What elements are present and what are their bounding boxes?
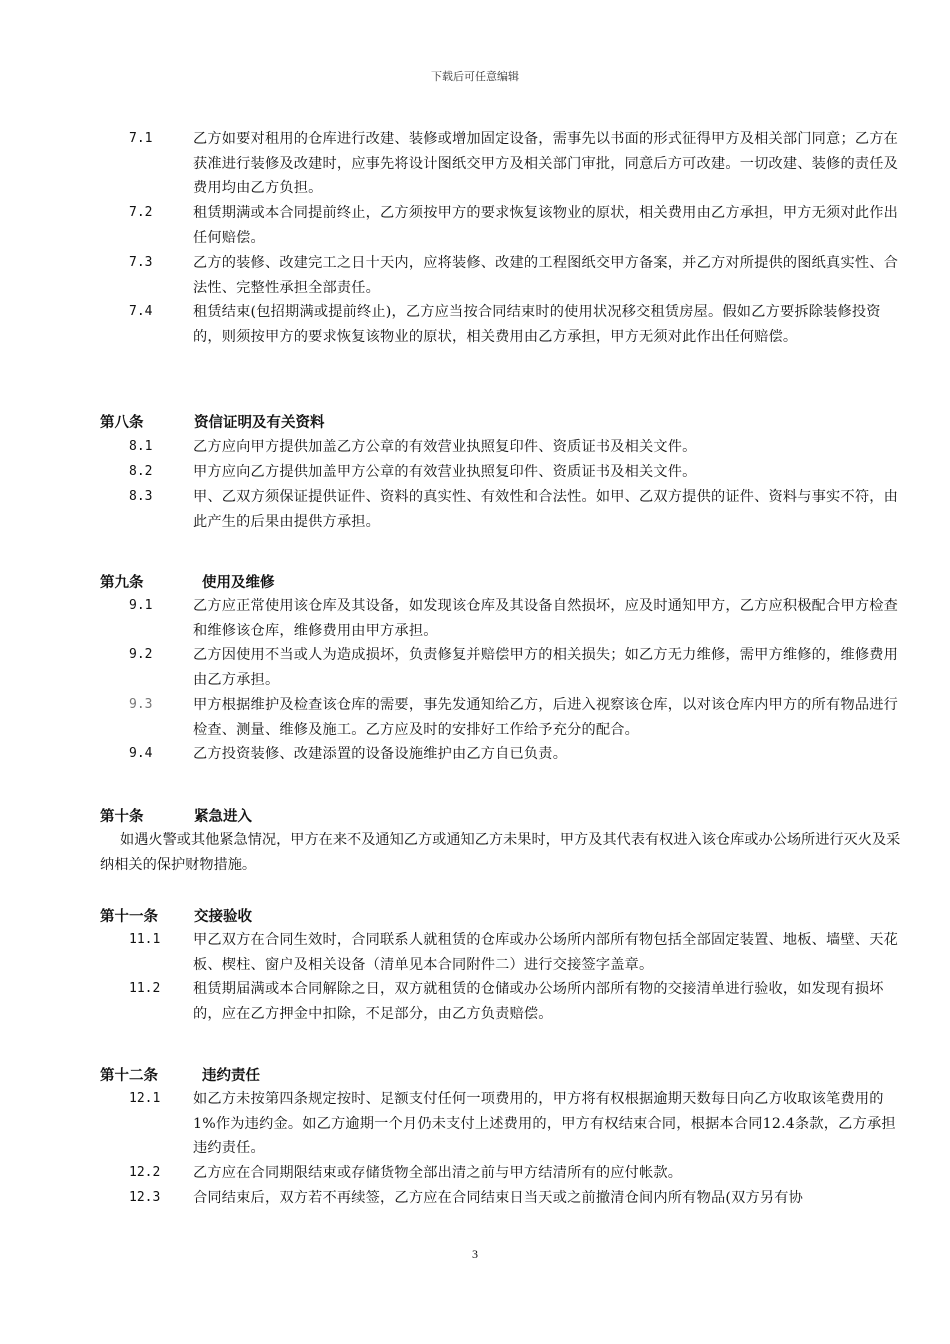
clause-9-4 <box>100 742 900 767</box>
clause-9-1 <box>100 594 900 643</box>
clause-number: 8.2 <box>129 464 153 479</box>
clause-number: 12.1 <box>129 1091 161 1106</box>
section-number: 第九条 <box>100 575 144 591</box>
section-12-heading <box>100 1064 260 1085</box>
clause-8-2 <box>100 460 900 485</box>
clause-number: 7.4 <box>129 304 153 319</box>
clause-12-2 <box>100 1161 900 1186</box>
clause-number: 11.1 <box>129 932 161 947</box>
clause-number: 9.1 <box>129 598 153 613</box>
section-11-heading <box>100 905 252 926</box>
clause-11-2 <box>100 977 900 1026</box>
clause-number: 8.1 <box>129 439 153 454</box>
clause-7-1 <box>100 127 900 201</box>
clause-number: 7.3 <box>129 255 153 270</box>
clause-12-3 <box>100 1186 900 1211</box>
clause-number: 11.2 <box>129 981 161 996</box>
clause-text: 租赁期届满或本合同解除之日，双方就租赁的仓储或办公场所内部所有物的交接清单进行验收，如发现有损坏的，应在乙方押金中扣除，不足部分，由乙方负责赔偿。 <box>193 981 884 1022</box>
clause-text: 乙方应正常使用该仓库及其设备，如发现该仓库及其设备自然损坏，应及时通知甲方，乙方应积极配合甲方检查和维修该仓库，维修费用由甲方承担。 <box>193 598 898 639</box>
clause-number: 9.2 <box>129 647 153 662</box>
clause-text: 乙方因使用不当或人为造成损坏，负责修复并赔偿甲方的相关损失；如乙方无力维修，需甲方维修的，维修费用由乙方承担。 <box>193 647 898 688</box>
clause-7-4 <box>100 300 900 349</box>
clause-text: 如乙方未按第四条规定按时、足额支付任何一项费用的，甲方将有权根据逾期天数每日向乙方收取该笔费用的1%作为违约金。如乙方逾期一个月仍未支付上述费用的，甲方有权结束合同，根据本合同12.4条款，乙方承担违约责任。 <box>193 1091 896 1156</box>
clause-12-1 <box>100 1087 900 1161</box>
clause-text: 乙方应向甲方提供加盖乙方公章的有效营业执照复印件、资质证书及相关文件。 <box>193 439 697 455</box>
clause-11-1 <box>100 928 900 977</box>
section-title: 使用及维修 <box>202 575 275 591</box>
clause-number: 7.2 <box>129 205 153 220</box>
section-title: 紧急进入 <box>194 809 252 825</box>
clause-number: 8.3 <box>129 489 153 504</box>
clause-number: 12.3 <box>129 1190 161 1205</box>
section-title: 资信证明及有关资料 <box>194 415 325 431</box>
section-9-heading <box>100 571 275 592</box>
clause-text: 甲乙双方在合同生效时，合同联系人就租赁的仓库或办公场所内部所有物包括全部固定装置、地板、墙壁、天花板、楔柱、窗户及相关设备（清单见本合同附件二）进行交接签字盖章。 <box>193 932 898 973</box>
clause-7-3 <box>100 251 900 300</box>
clause-8-3 <box>100 485 900 534</box>
clause-text: 合同结束后，双方若不再续签，乙方应在合同结束日当天或之前撤清仓间内所有物品(双方另有协 <box>193 1190 804 1206</box>
page-number: 3 <box>472 1247 478 1261</box>
section-title: 交接验收 <box>194 909 252 925</box>
section-10-heading <box>100 805 252 826</box>
clause-number: 7.1 <box>129 131 153 146</box>
clause-text: 乙方的装修、改建完工之日十天内，应将装修、改建的工程图纸交甲方备案，并乙方对所提供的图纸真实性、合法性、完整性承担全部责任。 <box>193 255 898 296</box>
clause-9-2 <box>100 643 900 692</box>
section-number: 第十一条 <box>100 909 158 925</box>
clause-text: 甲方根据维护及检查该仓库的需要，事先发通知给乙方，后进入视察该仓库，以对该仓库内甲方的所有物品进行检查、测量、维修及施工。乙方应及时的安排好工作给予充分的配合。 <box>193 697 898 738</box>
section-number: 第十二条 <box>100 1068 158 1084</box>
section-10-paragraph: 如遇火警或其他紧急情况，甲方在来不及通知乙方或通知乙方未果时，甲方及其代表有权进入该仓库或办公场所进行灭火及采纳相关的保护财物措施。 <box>100 832 901 873</box>
clause-text: 租赁期满或本合同提前终止，乙方须按甲方的要求恢复该物业的原状，相关费用由乙方承担，甲方无须对此作出任何赔偿。 <box>193 205 898 246</box>
page-header: 下载后可任意编辑 <box>431 70 519 83</box>
clause-text: 租赁结束(包招期满或提前终止)，乙方应当按合同结束时的使用状况移交租赁房屋。假如乙方要拆除装修投资的，则须按甲方的要求恢复该物业的原状，相关费用由乙方承担，甲方无须对此作出任何赔偿。 <box>193 304 881 345</box>
clause-7-2 <box>100 201 900 250</box>
clause-text: 乙方投资装修、改建添置的设备设施维护由乙方自已负责。 <box>193 746 568 762</box>
section-title: 违约责任 <box>202 1068 260 1084</box>
clause-number: 9.4 <box>129 746 153 761</box>
clause-text: 乙方如要对租用的仓库进行改建、装修或增加固定设备，需事先以书面的形式征得甲方及相关部门同意；乙方在获准进行装修及改建时，应事先将设计图纸交甲方及相关部门审批，同意后方可改建。一切改建、装修的责任及费用均由乙方负担。 <box>193 131 898 196</box>
section-8-heading <box>100 411 325 432</box>
clause-number: 9.3 <box>129 697 153 712</box>
section-number: 第十条 <box>100 809 144 825</box>
clause-text: 乙方应在合同期限结束或存储货物全部出清之前与甲方结清所有的应付帐款。 <box>193 1165 683 1181</box>
clause-8-1 <box>100 435 900 460</box>
clause-text: 甲方应向乙方提供加盖甲方公章的有效营业执照复印件、资质证书及相关文件。 <box>193 464 697 480</box>
section-number: 第八条 <box>100 415 144 431</box>
clause-9-3 <box>100 693 900 742</box>
clause-text: 甲、乙双方须保证提供证件、资料的真实性、有效性和合法性。如甲、乙双方提供的证件、资料与事实不符，由此产生的后果由提供方承担。 <box>193 489 898 530</box>
clause-number: 12.2 <box>129 1165 161 1180</box>
